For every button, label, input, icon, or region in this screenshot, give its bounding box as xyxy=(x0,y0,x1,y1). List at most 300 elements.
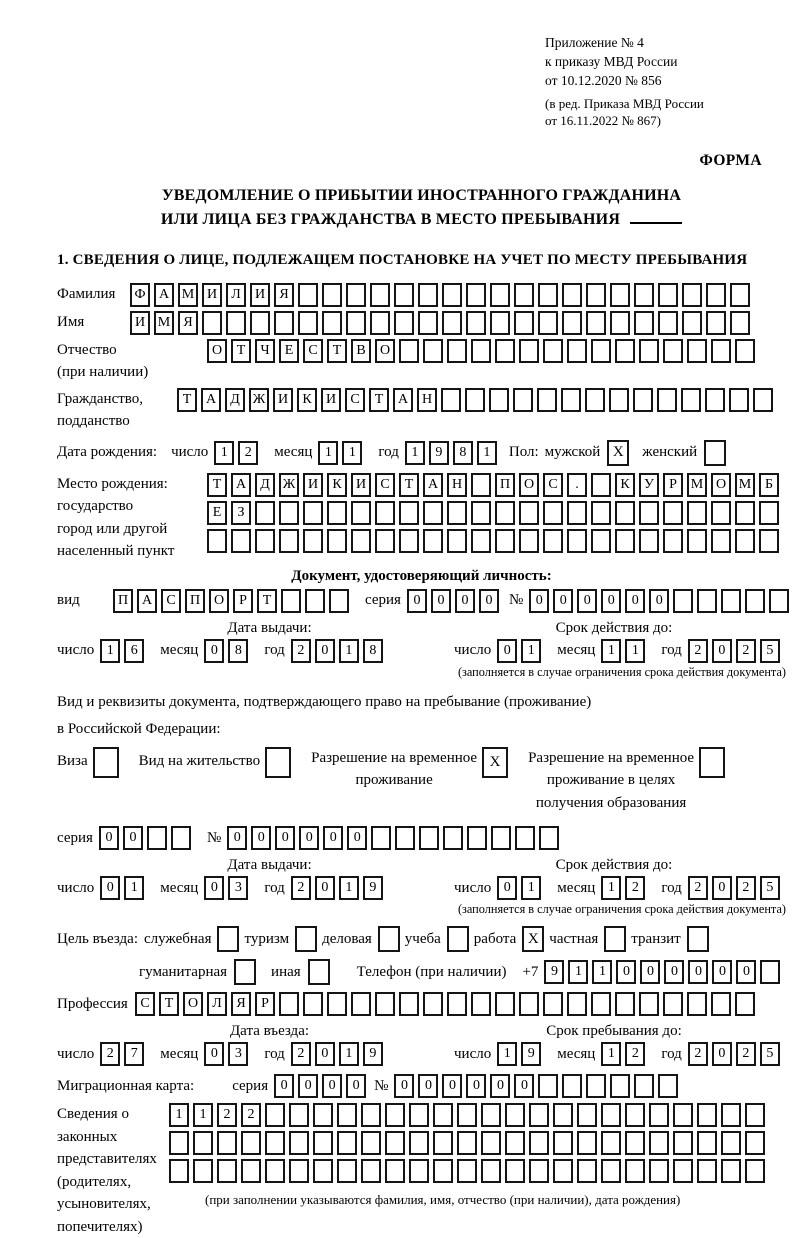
stay-until-date xyxy=(422,1023,786,1066)
char-cell: 9 xyxy=(363,1042,383,1066)
char-cell xyxy=(423,501,443,525)
char-cell xyxy=(490,311,510,335)
char-cell: А xyxy=(154,283,174,307)
char-cell xyxy=(585,388,605,412)
char-cell xyxy=(745,1103,765,1127)
char-cell xyxy=(447,501,467,525)
identity-valid-month-cells xyxy=(601,639,649,663)
char-cell xyxy=(289,1159,309,1183)
field-birth-place xyxy=(57,473,786,563)
char-cell: 0 xyxy=(649,589,669,613)
citizenship-cells xyxy=(177,388,777,412)
male-checkbox: X xyxy=(607,440,629,466)
char-cell xyxy=(673,589,693,613)
char-cell xyxy=(385,1103,405,1127)
char-cell: Е xyxy=(207,501,227,525)
birth-date-label: Дата рождения: xyxy=(57,444,158,461)
char-cell: 3 xyxy=(228,876,248,900)
char-cell xyxy=(289,1103,309,1127)
char-cell xyxy=(567,529,587,553)
char-cell xyxy=(639,339,659,363)
char-cell xyxy=(634,311,654,335)
char-cell: 0 xyxy=(315,1042,335,1066)
char-cell xyxy=(735,529,755,553)
restriction-note: (заполняется в случае ограничения срока действия документа) xyxy=(457,664,786,679)
char-cell xyxy=(711,529,731,553)
char-cell: А xyxy=(393,388,413,412)
char-cell xyxy=(467,826,487,850)
char-cell: 0 xyxy=(479,589,499,613)
identity-number-cells xyxy=(529,589,793,613)
char-cell xyxy=(567,992,587,1016)
char-cell xyxy=(745,589,765,613)
char-cell xyxy=(721,1159,741,1183)
char-cell: 1 xyxy=(601,639,621,663)
identity-series-cells xyxy=(407,589,503,613)
identity-issue-year-cells xyxy=(291,639,387,663)
char-cell xyxy=(657,388,677,412)
purpose-work-checkbox: X xyxy=(522,926,544,952)
char-cell xyxy=(226,311,246,335)
char-cell xyxy=(351,501,371,525)
char-cell: 0 xyxy=(431,589,451,613)
char-cell xyxy=(361,1131,381,1155)
char-cell: М xyxy=(735,473,755,497)
char-cell xyxy=(443,826,463,850)
char-cell xyxy=(721,1131,741,1155)
residence-doc-options xyxy=(57,747,786,815)
char-cell: Р xyxy=(255,992,275,1016)
char-cell xyxy=(615,992,635,1016)
char-cell xyxy=(610,311,630,335)
char-cell xyxy=(601,1131,621,1155)
char-cell: О xyxy=(209,589,229,613)
birth-place-row1-cells xyxy=(207,473,783,497)
day-label: число xyxy=(454,879,492,896)
char-cell xyxy=(433,1159,453,1183)
char-cell xyxy=(217,1159,237,1183)
char-cell xyxy=(730,311,750,335)
char-cell: 0 xyxy=(497,876,517,900)
identity-number-label: № xyxy=(508,592,524,609)
char-cell: 0 xyxy=(529,589,549,613)
char-cell: С xyxy=(375,473,395,497)
char-cell: 1 xyxy=(625,639,645,663)
char-cell xyxy=(441,388,461,412)
identity-valid-year-cells xyxy=(688,639,784,663)
char-cell xyxy=(537,388,557,412)
month-label: месяц xyxy=(274,444,313,461)
char-cell xyxy=(207,529,227,553)
char-cell xyxy=(303,501,323,525)
restriction-note: (заполняется в случае ограничения срока действия документа) xyxy=(457,902,786,917)
char-cell xyxy=(447,339,467,363)
char-cell: 0 xyxy=(394,1074,414,1098)
char-cell xyxy=(543,992,563,1016)
purpose-humanitarian-label: гуманитарная xyxy=(139,963,228,980)
char-cell xyxy=(409,1103,429,1127)
char-cell xyxy=(591,501,611,525)
char-cell xyxy=(759,529,779,553)
char-cell: С xyxy=(543,473,563,497)
char-cell xyxy=(639,529,659,553)
char-cell xyxy=(705,388,725,412)
amendment-line: (в ред. Приказа МВД России xyxy=(545,95,704,111)
char-cell xyxy=(370,283,390,307)
profession-label: Профессия xyxy=(57,995,128,1012)
char-cell: 0 xyxy=(323,826,343,850)
char-cell: Я xyxy=(178,311,198,335)
char-cell: 0 xyxy=(466,1074,486,1098)
char-cell: 0 xyxy=(455,589,475,613)
char-cell xyxy=(217,1131,237,1155)
char-cell xyxy=(658,283,678,307)
char-cell xyxy=(305,589,325,613)
char-cell xyxy=(169,1159,189,1183)
char-cell: 2 xyxy=(291,1042,311,1066)
char-cell xyxy=(419,826,439,850)
char-cell: 1 xyxy=(521,639,541,663)
migration-card-label: Миграционная карта: xyxy=(57,1077,195,1094)
char-cell: 0 xyxy=(274,1074,294,1098)
char-cell xyxy=(442,311,462,335)
char-cell: 0 xyxy=(322,1074,342,1098)
char-cell xyxy=(265,1131,285,1155)
char-cell xyxy=(279,529,299,553)
char-cell xyxy=(495,529,515,553)
birth-place-label: Место рождения: государство город или другой населенный пункт xyxy=(57,475,175,560)
identity-doc-kind-row xyxy=(57,589,786,613)
char-cell xyxy=(423,529,443,553)
representatives-block xyxy=(57,1103,786,1238)
purpose-tourism-checkbox xyxy=(295,926,317,952)
char-cell xyxy=(298,283,318,307)
char-cell: О xyxy=(375,339,395,363)
char-cell: О xyxy=(711,473,731,497)
char-cell xyxy=(711,339,731,363)
char-cell: 0 xyxy=(712,639,732,663)
identity-issue-month-cells xyxy=(204,639,252,663)
char-cell xyxy=(346,311,366,335)
char-cell: Т xyxy=(327,339,347,363)
char-cell xyxy=(281,589,301,613)
char-cell xyxy=(491,826,511,850)
char-cell xyxy=(514,311,534,335)
representatives-rows xyxy=(169,1103,769,1208)
char-cell xyxy=(673,1103,693,1127)
char-cell: К xyxy=(297,388,317,412)
residence-issue-date xyxy=(57,857,422,917)
char-cell xyxy=(529,1131,549,1155)
char-cell xyxy=(769,589,789,613)
month-label: месяц xyxy=(160,642,199,659)
char-cell xyxy=(169,1131,189,1155)
entry-stay-dates xyxy=(57,1023,786,1066)
char-cell xyxy=(706,283,726,307)
char-cell: 0 xyxy=(625,589,645,613)
char-cell: 2 xyxy=(217,1103,237,1127)
char-cell xyxy=(193,1159,213,1183)
char-cell xyxy=(375,529,395,553)
purpose-row xyxy=(57,926,786,952)
char-cell xyxy=(625,1159,645,1183)
char-cell xyxy=(274,311,294,335)
field-birth-date xyxy=(57,440,786,466)
entry-day-cells xyxy=(100,1042,148,1066)
char-cell: 0 xyxy=(100,876,120,900)
given-name-cells xyxy=(130,311,754,335)
char-cell: Д xyxy=(225,388,245,412)
char-cell xyxy=(481,1131,501,1155)
char-cell xyxy=(663,529,683,553)
char-cell xyxy=(519,992,539,1016)
char-cell xyxy=(418,311,438,335)
char-cell xyxy=(697,589,717,613)
year-label: год xyxy=(661,1045,682,1062)
char-cell xyxy=(465,388,485,412)
identity-series-label: серия xyxy=(365,592,401,609)
char-cell xyxy=(586,1074,606,1098)
char-cell: П xyxy=(495,473,515,497)
char-cell xyxy=(337,1103,357,1127)
representatives-note: (при заполнении указываются фамилия, имя, отчество (при наличии), дата рождения) xyxy=(205,1192,681,1208)
char-cell xyxy=(682,311,702,335)
day-label: число xyxy=(57,879,95,896)
profession-row xyxy=(57,992,786,1016)
char-cell xyxy=(625,1131,645,1155)
char-cell xyxy=(255,501,275,525)
char-cell: 0 xyxy=(712,876,732,900)
residence-issue-year-cells xyxy=(291,876,387,900)
temp-residence-checkbox: X xyxy=(482,747,508,778)
field-given-name xyxy=(57,311,786,335)
char-cell xyxy=(663,339,683,363)
char-cell: 9 xyxy=(544,960,564,984)
char-cell: 1 xyxy=(100,639,120,663)
char-cell xyxy=(337,1131,357,1155)
char-cell xyxy=(298,311,318,335)
char-cell xyxy=(489,388,509,412)
residence-valid-month-cells xyxy=(601,876,649,900)
char-cell: 0 xyxy=(275,826,295,850)
char-cell xyxy=(658,1074,678,1098)
residence-valid-date xyxy=(422,857,786,917)
char-cell xyxy=(409,1131,429,1155)
migration-series-cells xyxy=(274,1074,370,1098)
char-cell: 0 xyxy=(712,960,732,984)
char-cell: З xyxy=(231,501,251,525)
temp-residence-label: Разрешение на временное проживание xyxy=(311,749,478,789)
char-cell xyxy=(567,501,587,525)
char-cell xyxy=(615,339,635,363)
char-cell xyxy=(529,1159,549,1183)
year-label: год xyxy=(264,1045,285,1062)
purpose-private-label: частная xyxy=(549,930,599,947)
month-label: месяц xyxy=(557,1045,596,1062)
char-cell: 9 xyxy=(363,876,383,900)
purpose-study-checkbox xyxy=(447,926,469,952)
char-cell xyxy=(322,311,342,335)
residence-series-row xyxy=(57,826,786,850)
month-label: месяц xyxy=(557,879,596,896)
char-cell xyxy=(610,1074,630,1098)
appendix-block xyxy=(545,34,786,130)
char-cell xyxy=(495,339,515,363)
entry-year-cells xyxy=(291,1042,387,1066)
char-cell: Д xyxy=(255,473,275,497)
char-cell: 0 xyxy=(251,826,271,850)
char-cell: 1 xyxy=(169,1103,189,1127)
char-cell: Т xyxy=(399,473,419,497)
char-cell: 2 xyxy=(688,1042,708,1066)
char-cell xyxy=(639,501,659,525)
char-cell: 1 xyxy=(405,441,425,465)
form-word: ФОРМА xyxy=(699,151,762,169)
representatives-row1-cells xyxy=(169,1103,769,1127)
stay-day-cells xyxy=(497,1042,545,1066)
char-cell xyxy=(682,283,702,307)
char-cell xyxy=(591,339,611,363)
char-cell xyxy=(760,960,780,984)
char-cell: Ж xyxy=(279,473,299,497)
char-cell xyxy=(322,283,342,307)
char-cell: 2 xyxy=(100,1042,120,1066)
char-cell: 1 xyxy=(568,960,588,984)
char-cell: О xyxy=(183,992,203,1016)
char-cell xyxy=(202,311,222,335)
given-name-label: Имя xyxy=(57,314,85,331)
char-cell xyxy=(327,992,347,1016)
char-cell xyxy=(687,529,707,553)
char-cell xyxy=(313,1131,333,1155)
char-cell: 0 xyxy=(514,1074,534,1098)
year-label: год xyxy=(264,879,285,896)
char-cell: М xyxy=(178,283,198,307)
female-label: женский xyxy=(642,444,698,461)
residence-intro-line1: Вид и реквизиты документа, подтверждающего право на пребывание (проживание) xyxy=(57,693,592,710)
char-cell xyxy=(231,529,251,553)
char-cell: Т xyxy=(207,473,227,497)
char-cell xyxy=(609,388,629,412)
purpose-transit-checkbox xyxy=(687,926,709,952)
char-cell xyxy=(697,1103,717,1127)
char-cell xyxy=(538,1074,558,1098)
char-cell xyxy=(697,1131,717,1155)
migration-number-cells xyxy=(394,1074,682,1098)
char-cell: 1 xyxy=(601,876,621,900)
char-cell: 2 xyxy=(736,639,756,663)
char-cell: 9 xyxy=(429,441,449,465)
day-label: число xyxy=(171,444,209,461)
char-cell xyxy=(303,992,323,1016)
issue-date-heading: Дата выдачи: xyxy=(227,619,312,636)
identity-doc-dates xyxy=(57,620,786,680)
char-cell xyxy=(481,1159,501,1183)
char-cell: Т xyxy=(369,388,389,412)
char-cell: 1 xyxy=(193,1103,213,1127)
purpose-work-label: работа xyxy=(473,930,517,947)
residence-valid-year-cells xyxy=(688,876,784,900)
char-cell: П xyxy=(185,589,205,613)
char-cell: 1 xyxy=(342,441,362,465)
char-cell xyxy=(505,1159,525,1183)
char-cell: 8 xyxy=(453,441,473,465)
char-cell: 1 xyxy=(214,441,234,465)
birth-place-row3-cells xyxy=(207,529,783,553)
female-checkbox xyxy=(704,440,726,466)
char-cell xyxy=(370,311,390,335)
char-cell xyxy=(735,501,755,525)
char-cell xyxy=(553,1131,573,1155)
year-label: год xyxy=(264,642,285,659)
temp-residence-education-label: Разрешение на временное проживание в целях получения образования xyxy=(528,749,695,811)
form-title-line2: ИЛИ ЛИЦА БЕЗ ГРАЖДАНСТВА В МЕСТО ПРЕБЫВАНИЯ xyxy=(160,210,621,228)
char-cell: 0 xyxy=(442,1074,462,1098)
char-cell: 0 xyxy=(99,826,119,850)
stay-month-cells xyxy=(601,1042,649,1066)
char-cell xyxy=(519,501,539,525)
residence-issue-day-cells xyxy=(100,876,148,900)
char-cell xyxy=(385,1131,405,1155)
residence-doc-intro xyxy=(57,689,786,743)
char-cell xyxy=(615,529,635,553)
char-cell: 1 xyxy=(592,960,612,984)
migration-series-label: серия xyxy=(232,1077,269,1094)
purpose-humanitarian-checkbox xyxy=(234,959,256,985)
appendix-line: от 10.12.2020 № 856 xyxy=(545,72,662,88)
char-cell xyxy=(658,311,678,335)
purpose-private-checkbox xyxy=(604,926,626,952)
day-label: число xyxy=(57,642,95,659)
char-cell xyxy=(250,311,270,335)
char-cell xyxy=(681,388,701,412)
residence-series-cells xyxy=(99,826,195,850)
char-cell xyxy=(241,1131,261,1155)
char-cell xyxy=(591,529,611,553)
birth-month-cells xyxy=(318,441,366,465)
char-cell xyxy=(433,1103,453,1127)
char-cell xyxy=(371,826,391,850)
field-patronymic xyxy=(57,339,786,384)
char-cell: 0 xyxy=(712,1042,732,1066)
char-cell xyxy=(171,826,191,850)
char-cell: 1 xyxy=(318,441,338,465)
purpose-other-label: иная xyxy=(271,963,301,980)
residence-issue-month-cells xyxy=(204,876,252,900)
char-cell xyxy=(394,283,414,307)
char-cell: О xyxy=(207,339,227,363)
char-cell xyxy=(313,1159,333,1183)
char-cell: 0 xyxy=(204,639,224,663)
day-label: число xyxy=(454,1045,492,1062)
entry-date-heading: Дата въезда: xyxy=(229,1023,310,1040)
char-cell: К xyxy=(327,473,347,497)
char-cell xyxy=(673,1159,693,1183)
char-cell: 0 xyxy=(577,589,597,613)
day-label: число xyxy=(454,642,492,659)
char-cell xyxy=(457,1103,477,1127)
char-cell: У xyxy=(639,473,659,497)
char-cell: 0 xyxy=(601,589,621,613)
char-cell xyxy=(514,283,534,307)
month-label: месяц xyxy=(160,879,199,896)
char-cell: Н xyxy=(447,473,467,497)
char-cell xyxy=(147,826,167,850)
char-cell: С xyxy=(303,339,323,363)
char-cell: 1 xyxy=(477,441,497,465)
char-cell: К xyxy=(615,473,635,497)
birth-day-cells xyxy=(214,441,262,465)
